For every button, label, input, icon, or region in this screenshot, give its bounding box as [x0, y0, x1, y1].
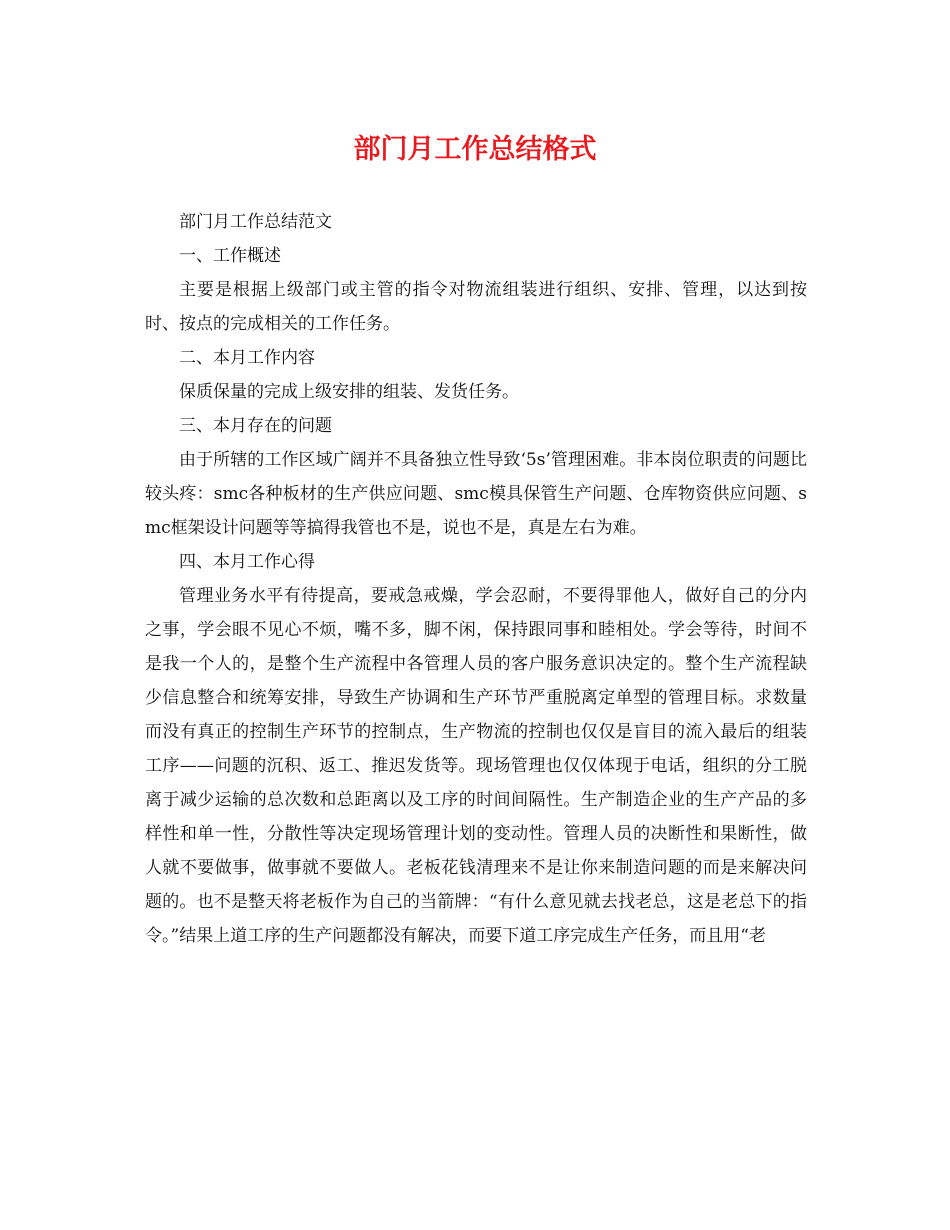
body-paragraph: 保质保量的完成上级安排的组装、发货任务。 [179, 382, 519, 402]
subtitle-paragraph: 部门月工作总结范文 [179, 212, 332, 232]
section-heading-content: 二、本月工作内容 [179, 348, 315, 368]
section-heading-insights: 四、本月工作心得 [179, 552, 315, 572]
section-heading-problems: 三、本月存在的问题 [179, 416, 332, 436]
document-body [145, 205, 807, 953]
body-paragraph: 由于所辖的工作区域广阔并不具备独立性导致‘5s’管理困难。非本岗位职责的问题比较头疼：smc各种板材的生产供应问题、smc模具保管生产问题、仓库物资供应问题、smc框架设计问题等等搞得我管也不是，说也不是，真是左右为难。 [145, 450, 807, 538]
body-paragraph: 主要是根据上级部门或主管的指令对物流组装进行组织、安排、管理，以达到按时、按点的完成相关的工作任务。 [145, 280, 807, 334]
document-title: 部门月工作总结格式 [353, 134, 597, 165]
section-heading-overview: 一、工作概述 [179, 246, 281, 266]
body-paragraph: 管理业务水平有待提高，要戒急戒燥，学会忍耐，不要得罪他人，做好自己的分内之事，学会眼不见心不烦，嘴不多，脚不闲，保持跟同事和睦相处。学会等待，时间不是我一个人的，是整个生产流程中各管理人员的客户服务意识决定的。整个生产流程缺少信息整合和统筹安排，导致生产协调和生产环节严重脱离定单型的管理目标。求数量而没有真正的控制生产环节的控制点，生产物流的控制也仅仅是盲目的流入最后的组装工序——问题的沉积、返工、推迟发货等。现场管理也仅仅体现于电话，组织的分工脱离于减少运输的总次数和总距离以及工序的时间间隔性。生产制造企业的生产产品的多样性和单一性，分散性等决定现场管理计划的变动性。管理人员的决断性和果断性，做人就不要做事，做事就不要做人。老板花钱清理来不是让你来制造问题的而是来解决问题的。也不是整天将老板作为自己的当箭牌：“有什么意见就去找老总，这是老总下的指令。”结果上道工序的生产问题都没有解决，而要下道工序完成生产任务，而且用“老 [145, 586, 807, 946]
